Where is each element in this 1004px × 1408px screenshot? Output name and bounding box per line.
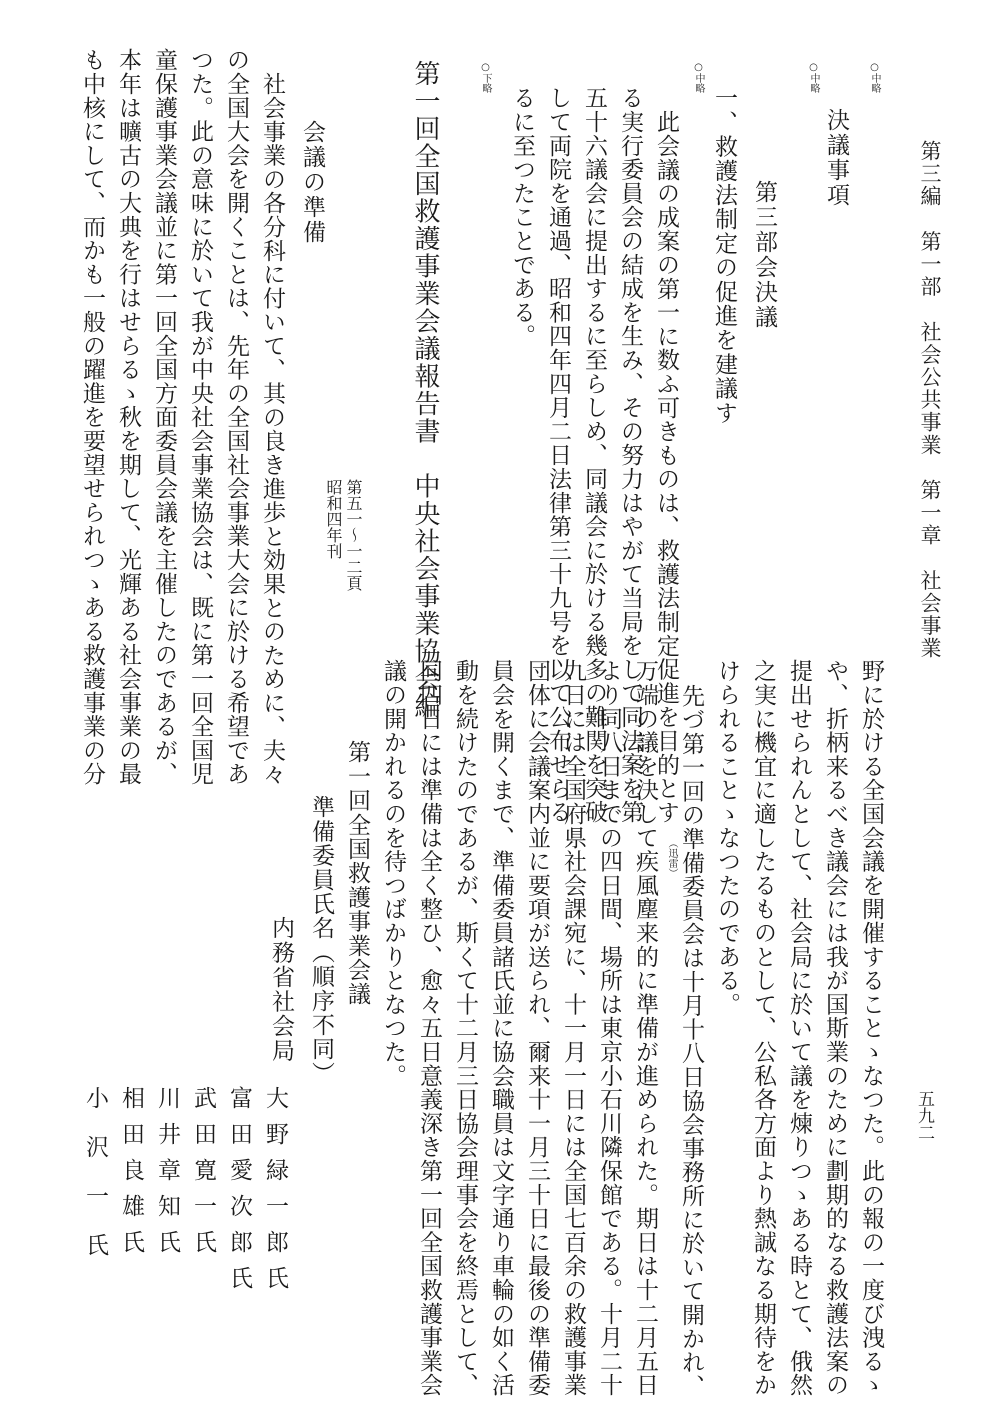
member-name: 相田良雄氏: [118, 1086, 144, 1266]
paragraph-line: 九日には全国府県社会課宛に、十一月一日には全国七百余の救護事業: [560, 659, 586, 1397]
page-number: 五九二: [914, 1090, 934, 1141]
section3-heading: 第三部会決議: [751, 180, 777, 330]
member-name: 武田寛一氏: [190, 1086, 216, 1266]
omission-mark-chu: ○ 中略: [808, 62, 818, 93]
omission-mark-chu: ○ 中略: [693, 62, 703, 93]
paragraph-line: 議の開かれるのを待つばかりとなつた。: [380, 659, 406, 1088]
report-title: 第一回全国救護事業会議報告書 中央社会事業協会編: [410, 60, 440, 720]
paragraph-line: るに至つたことである。: [509, 86, 535, 348]
paragraph-line: 之実に機宜に適したるものとして、公私各方面より熱誠なる期待をか: [750, 659, 776, 1397]
member-name: 大野緑一郎氏: [262, 1086, 288, 1302]
paragraph-line: 団体に会議案内並に要項が送られ、爾来十一月三十日に最後の準備委: [524, 659, 550, 1397]
prep-heading: 会議の準備: [299, 120, 325, 245]
resolution-item: 一、救護法制定の促進を建議す: [711, 86, 737, 425]
running-head: 第三編 第一部 社会公共事業 第一章 社会事業: [918, 140, 942, 660]
paragraph-line: 同四日には準備は全く整ひ、愈々五日意義深き第一回全国救護事業会: [416, 659, 442, 1397]
paragraph-line: 五十六議会に提出するに至らしめ、同議会に於ける幾多の難関を突破: [581, 86, 607, 824]
paragraph-line: 社会事業の各分科に付いて、其の良き進歩と効果とのために、夫々: [259, 72, 285, 786]
omission-mark-chu: ○ 中略: [869, 62, 879, 93]
correction-note: （迅雷）: [666, 838, 677, 878]
paragraph-line: して両院を通過、昭和四年四月二日法律第三十九号を以て公布せらる: [545, 86, 571, 824]
ministry-label: 内務省社会局: [268, 916, 294, 1063]
paragraph-line: 提出せられんとして、社会局に於いて議を煉りつゝある時とて、俄然: [786, 659, 812, 1397]
paragraph-line: 員会を開くまで、準備委員諸氏並に協会職員は文字通り車輪の如く活: [488, 659, 514, 1397]
omission-mark-ge: ○ 下略: [480, 62, 490, 93]
paragraph-line: の全国大会を開くことは、先年の全国社会事業大会に於ける希望であ: [223, 48, 249, 786]
member-name: 小沢一氏: [82, 1086, 108, 1282]
paragraph-line: 先づ第一回の準備委員会は十月十八日協会事務所に於いて開かれ、: [678, 684, 704, 1398]
paragraph-line: や、折柄来るべき議会には我が国斯業のために劃期的なる救護法案の: [822, 659, 848, 1397]
citation-pages: 第五一〜一二頁: [344, 479, 363, 591]
resolutions-heading: 決議事項: [823, 108, 849, 208]
committee-heading: 準備委員氏名（順序不同）: [308, 795, 334, 1086]
member-name: 富田愛次郎氏: [226, 1086, 252, 1302]
paragraph-line: けられることゝなつたのである。: [714, 659, 740, 1016]
paragraph-line: る実行委員会の結成を生み、その努力はやがて当局をして同法案を第: [617, 86, 643, 824]
paragraph-line: 動を続けたのであるが、斯くて十二月三日協会理事会を終焉として、: [452, 659, 478, 1397]
paragraph-line: 本年は曠古の大典を行はせらるゝ秋を期して、光輝ある社会事業の最: [115, 48, 141, 786]
paragraph-line: つた。此の意味に於いて我が中央社会事業協会は、既に第一回全国児: [187, 48, 213, 786]
member-name: 川井章知氏: [154, 1086, 180, 1266]
conference-name: 第一回全国救護事業会議: [344, 740, 370, 1007]
paragraph-line: より同八日までの四日間、場所は東京小石川隣保館である。十月二十: [596, 659, 622, 1397]
paragraph-line: 此会議の成案の第一に数ふ可きものは、救護法制定促進を目的とす: [653, 110, 679, 824]
citation-year: 昭和四年刊: [324, 479, 343, 559]
paragraph-line: 万端の議を決して疾風塵来的に準備が進められた。期日は十二月五日: [632, 659, 658, 1397]
paragraph-line: 童保護事業会議並に第一回全国方面委員会議を主催したのであるが、: [151, 48, 177, 786]
paragraph-line: も中核にして、而かも一般の躍進を要望せられつゝある救護事業の分: [79, 48, 105, 786]
paragraph-line: 野に於ける全国会議を開催することゝなつた。此の報の一度び洩るゝ: [858, 659, 884, 1397]
